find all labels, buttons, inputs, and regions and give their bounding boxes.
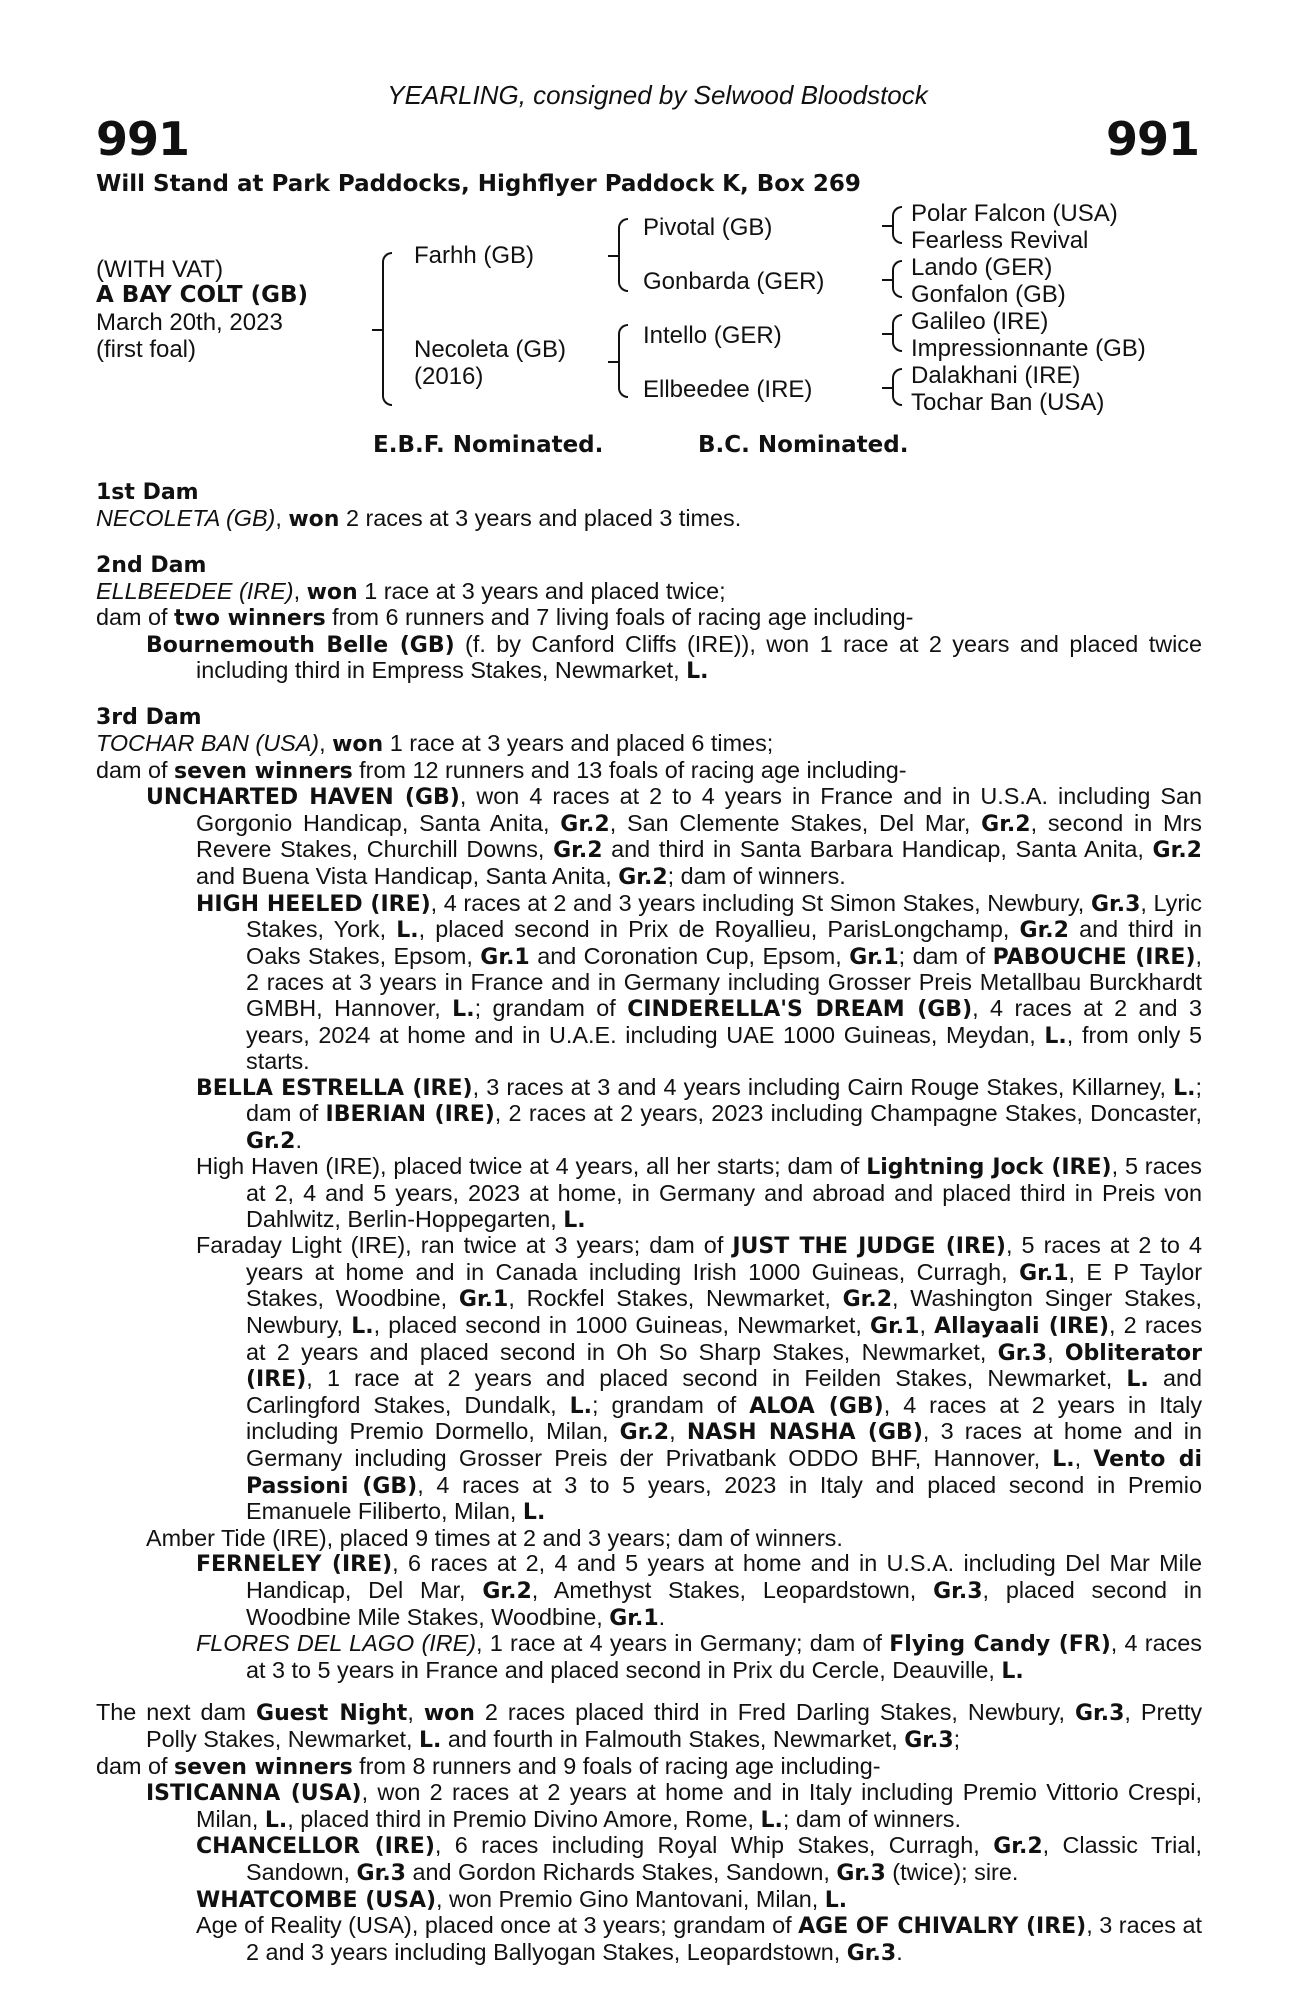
- pedigree-sire-dam: Gonbarda (GER): [643, 268, 825, 295]
- pedigree-ds-sire: Galileo (IRE): [911, 308, 1049, 335]
- third-dam-heading: 3rd Dam: [96, 704, 202, 730]
- third-dam-text: TOCHAR BAN (USA), won 1 race at 3 years and placed 6 times;: [96, 729, 774, 757]
- lot-number-left: 991: [96, 112, 190, 166]
- second-dam-foal-1: Bournemouth Belle (GB) (f. by Canford Cliffs (IRE)), won 1 race at 2 years and placed twice including third in Empress Stakes, Newmarket, L.: [146, 630, 1202, 685]
- third-dam-grandfoal-3: High Haven (IRE), placed twice at 4 years, all her starts; dam of Lightning Jock (IRE), 5 races at 2, 4 and 5 years, 2023 at home, in Germany and abroad and placed third in Preis von Dahlwitz, Berlin-Hoppegarten, L.: [196, 1153, 1203, 1233]
- dam-brace: [618, 324, 628, 398]
- pedigree-dam-sire: Intello (GER): [643, 322, 782, 349]
- pedigree-dd-dam: Tochar Ban (USA): [911, 389, 1105, 416]
- horse-name: A BAY COLT (GB): [96, 282, 309, 308]
- sd-brace: [892, 260, 902, 298]
- pedigree-sd-dam: Gonfalon (GB): [911, 281, 1066, 308]
- ds-brace: [892, 314, 902, 352]
- bc-nomination: B.C. Nominated.: [698, 432, 909, 458]
- second-dam-text: ELLBEEDEE (IRE), won 1 race at 3 years and placed twice;: [96, 577, 726, 605]
- lot-number-right: 991: [1105, 112, 1199, 166]
- third-dam-grandfoal-6: FLORES DEL LAGO (IRE), 1 race at 4 years in Germany; dam of Flying Candy (FR), 4 races at 3 to 5 years in France and placed second in Prix du Cercle, Deauville, L.: [196, 1630, 1203, 1684]
- page-header: YEARLING, consigned by Selwood Bloodstock: [387, 80, 928, 110]
- third-dam-grandfoal-1: HIGH HEELED (IRE), 4 races at 2 and 3 years including St Simon Stakes, Newbury, Gr.3, Lyric Stakes, York, L., placed second in Prix de Royallieu, ParisLongchamp, Gr.2 and third in Oaks Stakes, Epsom, Gr.1 and Coronation Cup, Epsom, Gr.1; dam of PABOUCHE (IRE), 2 races at 3 years in France and in Germany including Grosser Preis Metallbau Burckhardt GMBH, Hannover, L.; grandam of CINDERELLA'S DREAM (GB), 4 races at 2 and 3 years, 2024 at home and in U.A.E. including UAE 1000 Guineas, Meydan, L., from only 5 starts.: [196, 889, 1203, 1075]
- pedigree-sd-sire: Lando (GER): [911, 254, 1053, 281]
- sire-brace: [618, 218, 628, 292]
- next-dam-text: The next dam Guest Night, won 2 races placed third in Fred Darling Stakes, Newbury, Gr.3, Pretty Polly Stakes, Newmarket, L. and fourth in Falmouth Stakes, Newmarket, Gr.3;: [96, 1699, 1203, 1753]
- dd-brace: [892, 368, 902, 406]
- next-dam-foal-1: ISTICANNA (USA), won 2 races at 2 years at home and in Italy including Premio Vittorio Crespi, Milan, L., placed third in Premio Divino Amore, Rome, L.; dam of winners.: [146, 1779, 1203, 1833]
- third-dam-grandfoal-5: FERNELEY (IRE), 6 races at 2, 4 and 5 years at home and in U.S.A. including Del Mar Mile Handicap, Del Mar, Gr.2, Amethyst Stakes, Leopardstown, Gr.3, placed second in Woodbine Mile Stakes, Woodbine, Gr.1.: [196, 1550, 1203, 1631]
- third-dam-foal-2: Amber Tide (IRE), placed 9 times at 2 and 3 years; dam of winners.: [146, 1524, 843, 1551]
- pedigree-sire-sire: Pivotal (GB): [643, 214, 773, 241]
- pedigree-dam: Necoleta (GB): [414, 336, 567, 363]
- third-dam-grandfoal-2: BELLA ESTRELLA (IRE), 3 races at 3 and 4 years including Cairn Rouge Stakes, Killarney, L.; dam of IBERIAN (IRE), 2 races at 2 years, 2023 including Champagne Stakes, Doncaster, Gr.2.: [196, 1073, 1203, 1154]
- horse-foal-note: (first foal): [96, 336, 197, 363]
- pedigree-ss-sire: Polar Falcon (USA): [911, 200, 1118, 227]
- pedigree-notes: [96, 480, 1202, 1966]
- first-dam-text: NECOLETA (GB), won 2 races at 3 years and placed 3 times.: [96, 505, 742, 532]
- sire-dam-brace: [382, 252, 392, 406]
- third-dam-grandfoal-4: Faraday Light (IRE), ran twice at 3 years; dam of JUST THE JUDGE (IRE), 5 races at 2 to 4 years at home and in Canada including Irish 1000 Guineas, Curragh, Gr.1, E P Taylor Stakes, Woodbine, Gr.1, Rockfel Stakes, Newmarket, Gr.2, Washington Singer Stakes, Newbury, L., placed second in 1000 Guineas, Newmarket, Gr.1, Allayaali (IRE), 2 races at 2 years and placed second in Oh So Sharp Stakes, Newmarket, Gr.3, Obliterator (IRE), 1 race at 2 years and placed second in Feilden Stakes, Newmarket, L. and Carlingford Stakes, Dundalk, L.; grandam of ALOA (GB), 4 races at 2 years in Italy including Premio Dormello, Milan, Gr.2, NASH NASHA (GB), 3 races at home and in Germany including Grosser Preis der Privatbank ODDO BHF, Hannover, L., Vento di Passioni (GB), 4 races at 3 to 5 years, 2023 in Italy and placed second in Premio Emanuele Filiberto, Milan, L.: [196, 1232, 1203, 1526]
- pedigree-dd-sire: Dalakhani (IRE): [911, 362, 1081, 389]
- pedigree-dam-year: (2016): [414, 363, 484, 390]
- stand-location: Will Stand at Park Paddocks, Highflyer Paddock K, Box 269: [96, 171, 861, 197]
- third-dam-produce: dam of seven winners from 12 runners and 13 foals of racing age including-: [96, 756, 907, 784]
- pedigree-ss-dam: Fearless Revival: [911, 227, 1089, 254]
- third-dam-foal-1: UNCHARTED HAVEN (GB), won 4 races at 2 to 4 years in France and in U.S.A. including San Gorgonio Handicap, Santa Anita, Gr.2, San Clemente Stakes, Del Mar, Gr.2, second in Mrs Revere Stakes, Churchill Downs, Gr.2 and third in Santa Barbara Handicap, Santa Anita, Gr.2 and Buena Vista Handicap, Santa Anita, Gr.2; dam of winners.: [146, 783, 1202, 890]
- ebf-nomination: E.B.F. Nominated.: [373, 432, 604, 458]
- horse-dob: March 20th, 2023: [96, 309, 283, 336]
- second-dam-produce: dam of two winners from 6 runners and 7 living foals of racing age including-: [96, 604, 914, 632]
- next-dam-grandfoal-2: WHATCOMBE (USA), won Premio Gino Mantovani, Milan, L.: [196, 1885, 848, 1913]
- vat-note: (WITH VAT): [96, 256, 224, 283]
- pedigree-dam-dam: Ellbeedee (IRE): [643, 376, 813, 403]
- ss-brace: [892, 206, 902, 244]
- second-dam-heading: 2nd Dam: [96, 552, 207, 578]
- next-dam-produce: dam of seven winners from 8 runners and 9 foals of racing age including-: [96, 1752, 881, 1780]
- next-dam-grandfoal-1: CHANCELLOR (IRE), 6 races including Royal Whip Stakes, Curragh, Gr.2, Classic Trial, Sandown, Gr.3 and Gordon Richards Stakes, Sandown, Gr.3 (twice); sire.: [196, 1832, 1202, 1886]
- next-dam-grandfoal-3: Age of Reality (USA), placed once at 3 years; grandam of AGE OF CHIVALRY (IRE), 3 races at 2 and 3 years including Ballyogan Stakes, Leopardstown, Gr.3.: [196, 1912, 1202, 1966]
- pedigree-sire: Farhh (GB): [414, 242, 535, 269]
- first-dam-heading: 1st Dam: [96, 480, 199, 505]
- pedigree-ds-dam: Impressionnante (GB): [911, 335, 1146, 362]
